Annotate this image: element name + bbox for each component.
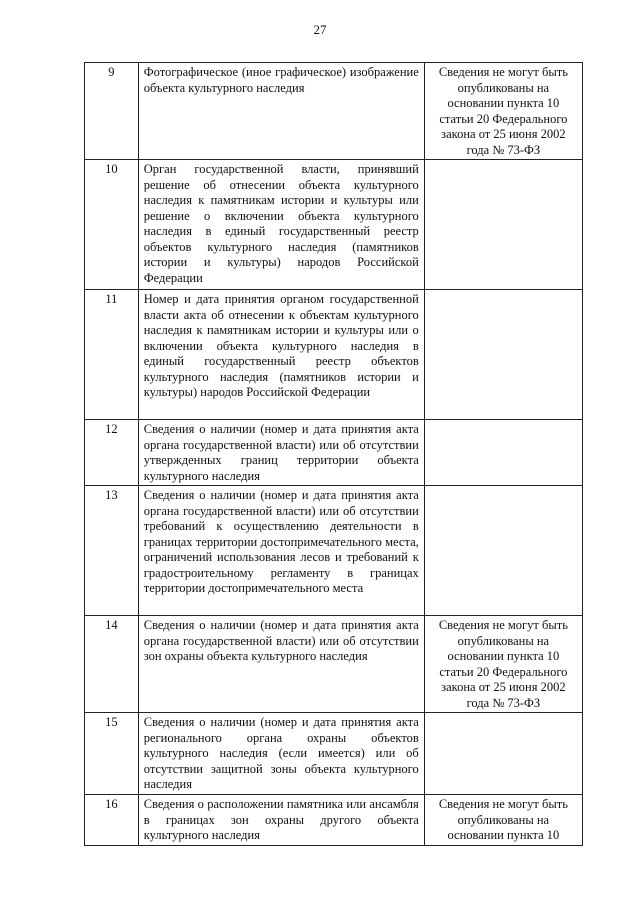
page-number: 27 — [313, 22, 327, 37]
table-row — [85, 63, 583, 160]
table-row — [85, 616, 583, 713]
row-description: Сведения о наличии (номер и дата принятия акта органа государственной власти) или об отсутствии требований к осуществлению деятельности в границах территории достопримечательного места, ограничений использования лесов и требований к градостроительному регламенту в границах территории достопримечательного места — [138, 486, 424, 616]
table-row — [85, 486, 583, 616]
row-description: Сведения о расположении памятника или ансамбля в границах зон охраны другого объекта культурного наследия — [138, 795, 424, 846]
row-description: Сведения о наличии (номер и дата принятия акта органа государственной власти) или об отсутствии зон охраны объекта культурного наследия — [138, 616, 424, 713]
row-description: Орган государственной власти, принявший решение об отнесении объекта культурного наследия к памятникам истории и культуры или решение о включении объекта культурного наследия в единый государственный реестр объектов культурного наследия (памятников истории и культуры) народов Российской Федерации — [138, 160, 424, 290]
table-row — [85, 713, 583, 795]
row-note — [424, 290, 582, 420]
table-row — [85, 160, 583, 290]
row-note: Сведения не могут быть опубликованы на основании пункта 10 статьи 20 Федерального закона от 25 июня 2002 года № 73-ФЗ — [424, 63, 582, 160]
row-number: 12 — [85, 420, 139, 486]
row-number: 10 — [85, 160, 139, 290]
row-note — [424, 420, 582, 486]
row-description: Фотографическое (иное графическое) изображение объекта культурного наследия — [138, 63, 424, 160]
row-number: 14 — [85, 616, 139, 713]
row-description: Сведения о наличии (номер и дата принятия акта регионального органа охраны объектов культурного наследия (если имеется) или об отсутствии защитной зоны объекта культурного наследия — [138, 713, 424, 795]
row-note: Сведения не могут быть опубликованы на основании пункта 10 — [424, 795, 582, 846]
row-number: 15 — [85, 713, 139, 795]
row-number: 13 — [85, 486, 139, 616]
row-note — [424, 486, 582, 616]
row-description: Номер и дата принятия органом государственной власти акта об отнесении к объектам культурного наследия к памятникам истории и культуры или о включении объекта культурного наследия в единый государственный реестр объектов культурного наследия (памятников истории и культуры) народов Российской Федерации — [138, 290, 424, 420]
table-row — [85, 795, 583, 846]
row-description: Сведения о наличии (номер и дата принятия акта органа государственной власти) или об отсутствии утвержденных границ территории объекта культурного наследия — [138, 420, 424, 486]
row-note: Сведения не могут быть опубликованы на основании пункта 10 статьи 20 Федерального закона от 25 июня 2002 года № 73-ФЗ — [424, 616, 582, 713]
register-table — [84, 62, 583, 846]
row-number: 9 — [85, 63, 139, 160]
row-note — [424, 160, 582, 290]
row-number: 11 — [85, 290, 139, 420]
table-row — [85, 420, 583, 486]
table-row — [85, 290, 583, 420]
row-number: 16 — [85, 795, 139, 846]
row-note — [424, 713, 582, 795]
